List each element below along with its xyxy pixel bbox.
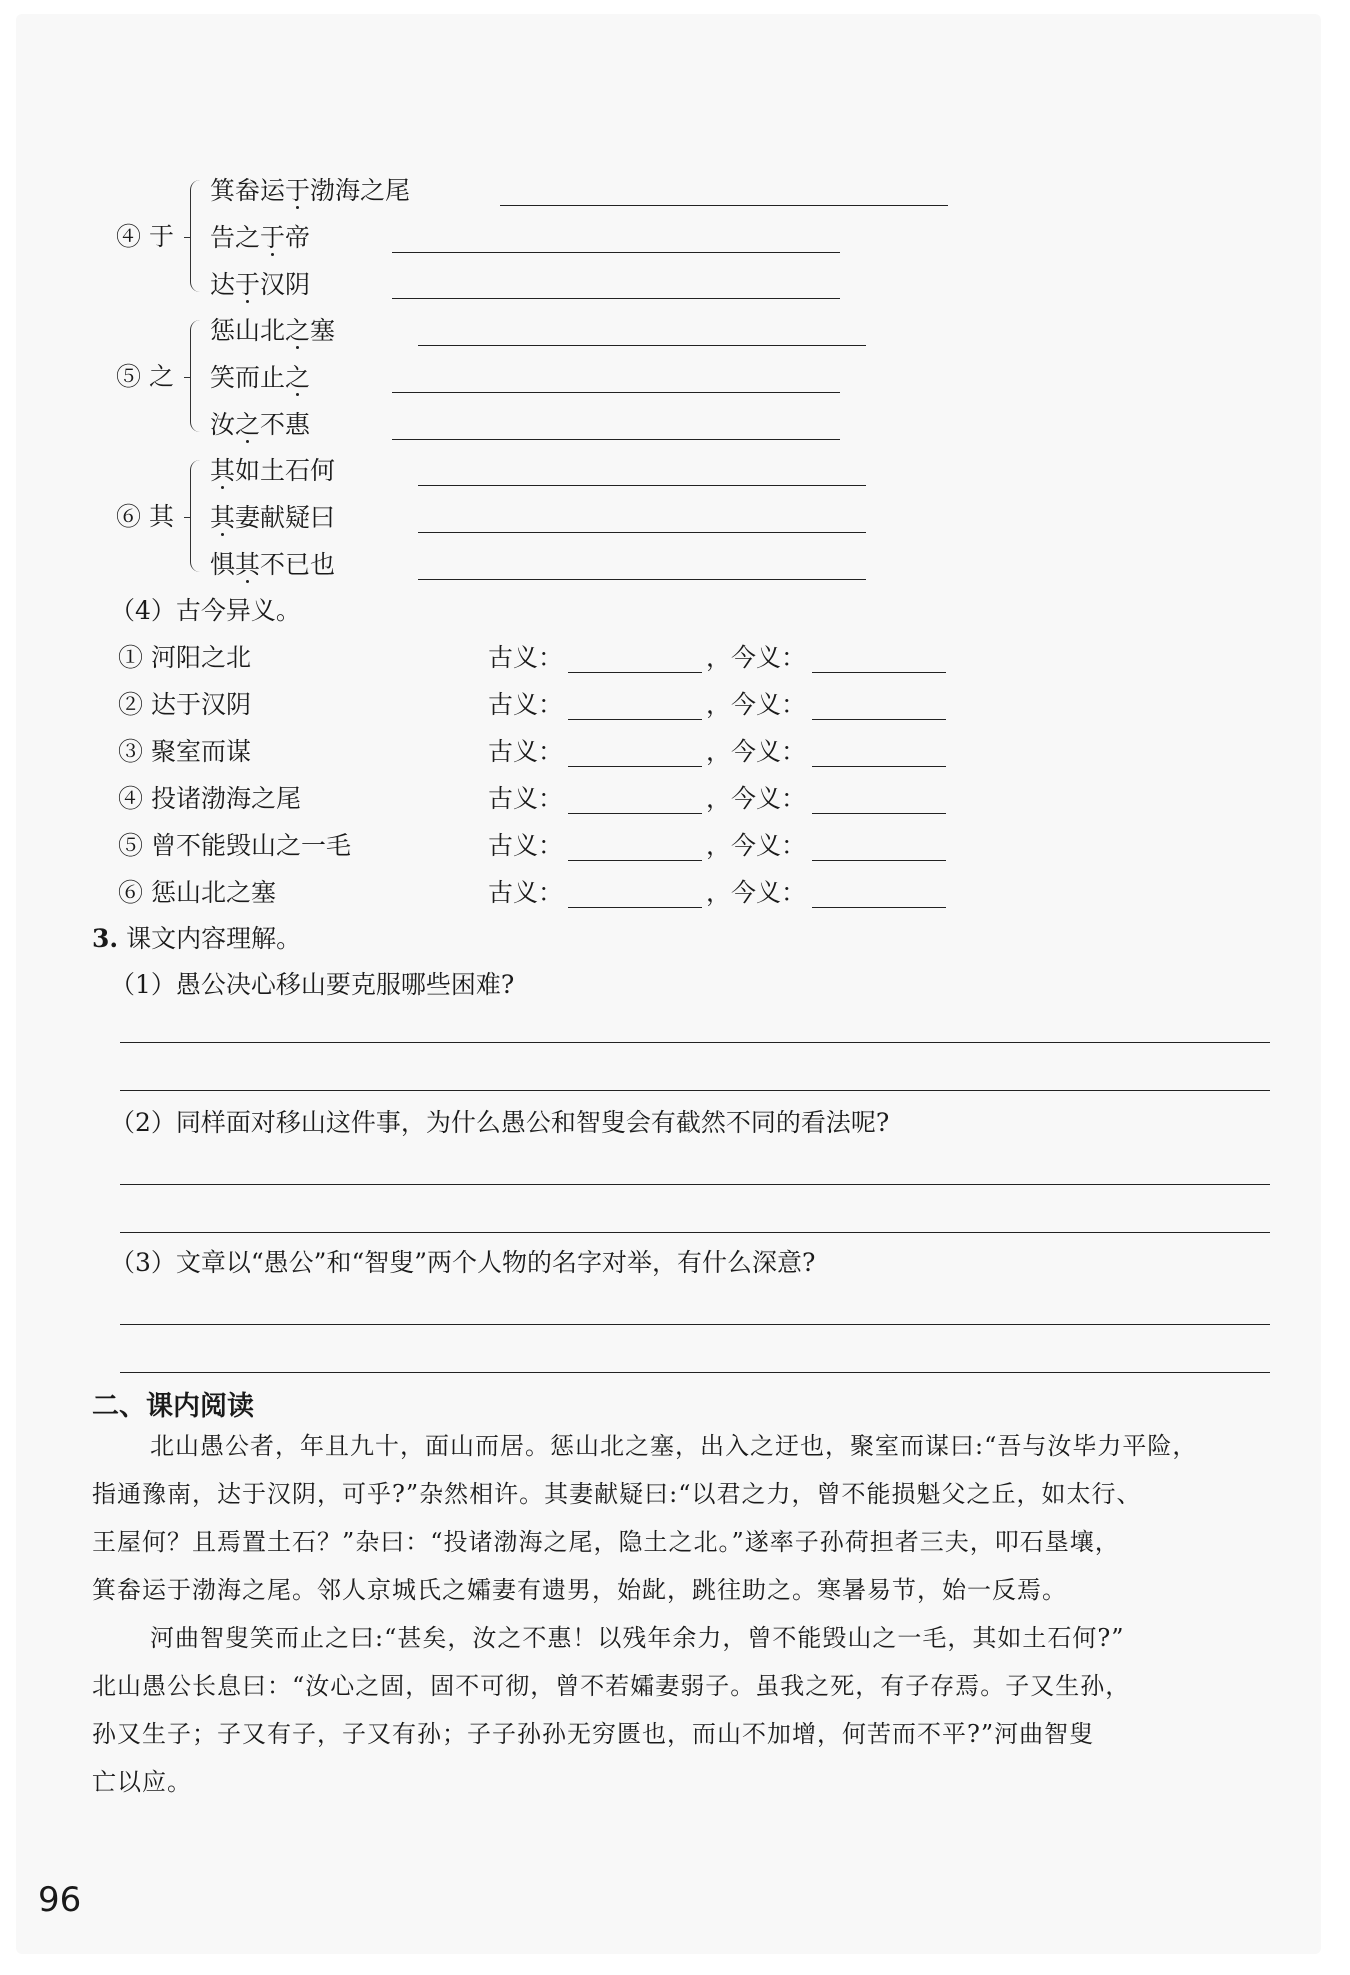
question-1: （1）愚公决心移山要克服哪些困难? <box>110 970 515 999</box>
emphasized-char: 之 <box>285 363 311 392</box>
answer-line[interactable] <box>392 298 840 299</box>
gujin-item: ④ 投诸渤海之尾 <box>118 784 301 813</box>
gu-answer-line[interactable] <box>568 719 702 720</box>
brace-tip <box>184 237 191 238</box>
jin-answer-line[interactable] <box>812 766 946 767</box>
answer-line[interactable] <box>500 205 948 206</box>
exercise-item: 告之于帝 <box>210 223 311 252</box>
question-3: （3）文章以“愚公”和“智叟”两个人物的名字对举，有什么深意? <box>110 1248 816 1277</box>
jin-label: ，今义： <box>706 690 807 719</box>
question-2: （2）同样面对移山这件事，为什么愚公和智叟会有截然不同的看法呢? <box>110 1108 890 1137</box>
emphasized-word: 汉阴 <box>200 690 251 719</box>
emphasized-char: 其 <box>210 456 236 485</box>
subsection-title: （4）古今异义。 <box>110 596 301 625</box>
gu-label: 古义： <box>488 737 564 766</box>
passage-line: 王屋何？且焉置土石？”杂曰：“投诸渤海之尾，隐土之北。”遂率子孙荷担者三夫，叩石垦壤， <box>92 1528 1120 1556</box>
emphasized-word: 室 <box>175 737 201 766</box>
jin-answer-line[interactable] <box>812 860 946 861</box>
answer-line[interactable] <box>392 439 840 440</box>
jin-answer-line[interactable] <box>812 719 946 720</box>
answer-line[interactable] <box>120 1232 1270 1233</box>
emphasized-char: 之 <box>235 410 261 439</box>
emphasized-word: 河阳 <box>150 643 201 672</box>
exercise-item: 笑而止之 <box>210 363 311 392</box>
answer-line[interactable] <box>120 1042 1270 1043</box>
brace-tip <box>184 377 191 378</box>
answer-line[interactable] <box>418 532 866 533</box>
brace-tip <box>184 517 191 518</box>
page-number: 96 <box>38 1880 82 1920</box>
brace <box>190 180 201 292</box>
emphasized-char: 于 <box>235 270 261 299</box>
group-marker-zhi: ⑤ 之 <box>116 362 174 391</box>
jin-label: ，今义： <box>706 643 807 672</box>
jin-answer-line[interactable] <box>812 907 946 908</box>
jin-answer-line[interactable] <box>812 813 946 814</box>
passage-line: 北山愚公长息曰：“汝心之固，固不可彻，曾不若孀妻弱子。虽我之死，有子存焉。子又生孙， <box>92 1672 1131 1700</box>
section-number: 3. <box>92 924 119 953</box>
answer-line[interactable] <box>418 485 866 486</box>
answer-line[interactable] <box>392 252 840 253</box>
emphasized-word: 毛 <box>325 831 351 860</box>
passage-line: 箕畚运于渤海之尾。邻人京城氏之孀妻有遗男，始龀，跳往助之。寒暑易节，始一反焉。 <box>92 1576 1067 1604</box>
answer-line[interactable] <box>120 1090 1270 1091</box>
answer-line[interactable] <box>120 1184 1270 1185</box>
emphasized-char: 其 <box>235 550 261 579</box>
brace <box>190 460 201 572</box>
gu-label: 古义： <box>488 878 564 907</box>
gu-label: 古义： <box>488 784 564 813</box>
group-marker-yu: ④ 于 <box>116 222 174 251</box>
section-title: 课文内容理解。 <box>126 924 302 953</box>
brace <box>190 320 201 432</box>
jin-answer-line[interactable] <box>812 672 946 673</box>
gujin-item: ① 河阳之北 <box>118 643 251 672</box>
reading-section-title: 二、课内阅读 <box>92 1391 254 1422</box>
reading-passage <box>92 1422 1282 1806</box>
gu-answer-line[interactable] <box>568 672 702 673</box>
jin-label: ，今义： <box>706 878 807 907</box>
gujin-item: ⑥ 惩山北之塞 <box>118 878 276 907</box>
gu-answer-line[interactable] <box>568 860 702 861</box>
jin-label: ，今义： <box>706 784 807 813</box>
emphasized-char: 之 <box>285 316 311 345</box>
passage-line: 亡以应。 <box>92 1768 192 1796</box>
answer-line[interactable] <box>418 345 866 346</box>
passage-line: 北山愚公者，年且九十，面山而居。惩山北之塞，出入之迂也，聚室而谋曰:“吾与汝毕力平险， <box>150 1432 1198 1460</box>
gu-label: 古义： <box>488 643 564 672</box>
gujin-item: ② 达于汉阴 <box>118 690 251 719</box>
exercise-item: 其妻献疑曰 <box>210 503 336 532</box>
exercise-item: 其如土石何 <box>210 456 336 485</box>
group-marker-qi: ⑥ 其 <box>116 502 174 531</box>
exercise-item: 箕畚运于渤海之尾 <box>210 176 411 205</box>
answer-line[interactable] <box>418 579 866 580</box>
gu-label: 古义： <box>488 831 564 860</box>
exercise-item: 惧其不已也 <box>210 550 336 579</box>
jin-label: ，今义： <box>706 737 807 766</box>
emphasized-char: 于 <box>260 223 286 252</box>
gujin-item: ⑤ 曾不能毁山之一毛 <box>118 831 351 860</box>
gujin-item: ③ 聚室而谋 <box>118 737 252 766</box>
answer-line[interactable] <box>120 1372 1270 1373</box>
exercise-item: 惩山北之塞 <box>210 316 336 345</box>
section-heading <box>92 922 301 956</box>
answer-line[interactable] <box>392 392 840 393</box>
passage-line: 孙又生子；子又有子，子又有孙；子子孙孙无穷匮也，而山不加增，何苦而不平?”河曲智叟 <box>92 1720 1095 1748</box>
gu-answer-line[interactable] <box>568 813 702 814</box>
exercise-item: 汝之不惠 <box>210 410 311 439</box>
gu-label: 古义： <box>488 690 564 719</box>
exercise-item: 达于汉阴 <box>210 270 311 299</box>
gu-answer-line[interactable] <box>568 766 702 767</box>
emphasized-word: 尾 <box>275 784 301 813</box>
emphasized-word: 塞 <box>250 878 276 907</box>
answer-line[interactable] <box>120 1324 1270 1325</box>
passage-line: 河曲智叟笑而止之曰:“甚矣，汝之不惠！以残年余力，曾不能毁山之一毛，其如土石何?” <box>150 1624 1125 1652</box>
jin-label: ，今义： <box>706 831 807 860</box>
gu-answer-line[interactable] <box>568 907 702 908</box>
emphasized-char: 于 <box>285 176 311 205</box>
emphasized-char: 其 <box>210 503 236 532</box>
passage-line: 指通豫南，达于汉阴，可乎?”杂然相许。其妻献疑曰:“以君之力，曾不能损魁父之丘，如太行、 <box>92 1480 1142 1508</box>
